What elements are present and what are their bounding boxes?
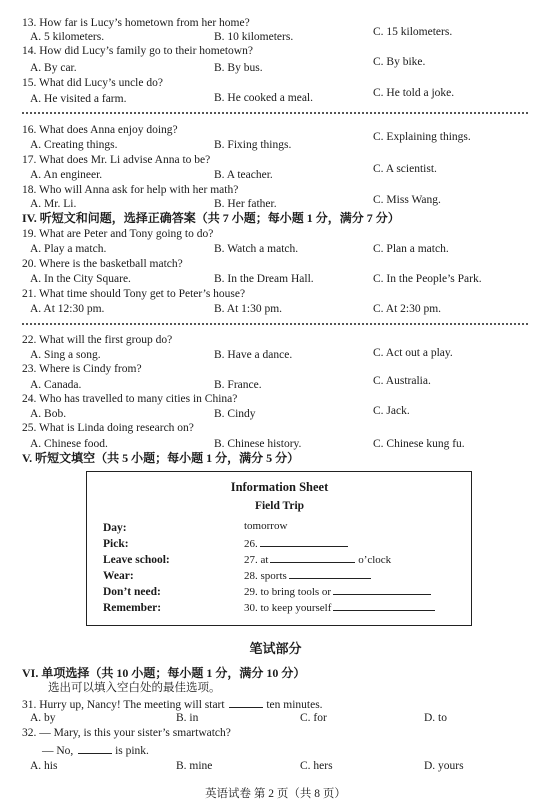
question-24: 24. Who has travelled to many cities in China?: [22, 393, 238, 405]
option-16a: A. Creating things.: [30, 139, 118, 151]
option-17a: A. An engineer.: [30, 169, 103, 181]
sheet-blank-27[interactable]: 27. at o’clock: [244, 554, 392, 566]
question-20: 20. Where is the basketball match?: [22, 258, 183, 270]
option-17c: C. A scientist.: [373, 163, 437, 175]
option-13b: B. 10 kilometers.: [214, 31, 294, 43]
option-16b: B. Fixing things.: [214, 139, 292, 151]
option-20c: C. In the People’s Park.: [373, 273, 482, 285]
written-part-title: 笔试部分: [249, 641, 302, 656]
question-13: 13. How far is Lucy’s hometown from her home?: [22, 17, 250, 29]
question-16: 16. What does Anna enjoy doing?: [22, 124, 178, 136]
sheet-label-leave-school: Leave school:: [103, 554, 170, 566]
option-19c: C. Plan a match.: [373, 243, 449, 255]
option-23b: B. France.: [214, 379, 262, 391]
sheet-title: Information Sheet: [230, 480, 329, 494]
question-19: 19. What are Peter and Tony going to do?: [22, 228, 214, 240]
option-22a: A. Sing a song.: [30, 349, 101, 361]
dotted-divider: [22, 112, 528, 114]
sheet-label-remember: Remember:: [103, 602, 162, 614]
dotted-divider: [22, 323, 528, 325]
option-19a: A. Play a match.: [30, 243, 107, 255]
question-14: 14. How did Lucy’s family go to their hometown?: [22, 45, 253, 57]
option-25c: C. Chinese kung fu.: [373, 438, 465, 450]
option-22c: C. Act out a play.: [373, 347, 453, 359]
question-25: 25. What is Linda doing research on?: [22, 422, 194, 434]
option-21a: A. At 12:30 pm.: [30, 303, 105, 315]
sheet-label-pick: Pick:: [103, 538, 129, 550]
question-31: 31. Hurry up, Nancy! The meeting will start ten minutes.: [22, 699, 323, 711]
option-31d: D. to: [424, 712, 447, 724]
option-18c: C. Miss Wang.: [373, 194, 441, 206]
option-31c: C. for: [300, 712, 327, 724]
question-32-reply: — No, is pink.: [42, 745, 149, 757]
option-24a: A. Bob.: [30, 408, 67, 420]
sheet-label-dont-need: Don’t need:: [103, 586, 161, 598]
option-25a: A. Chinese food.: [30, 438, 108, 450]
sheet-blank-30[interactable]: 30. to keep yourself: [244, 600, 435, 615]
option-22b: B. Have a dance.: [214, 349, 293, 361]
section-5-heading: V. 听短文填空（共 5 小题；每小题 1 分，满分 5 分）: [22, 451, 300, 465]
sheet-blank-29[interactable]: 29. to bring tools or: [244, 584, 431, 599]
option-32d: D. yours: [424, 760, 464, 772]
option-32b: B. mine: [176, 760, 213, 772]
option-14a: A. By car.: [30, 62, 77, 74]
option-13a: A. 5 kilometers.: [30, 31, 105, 43]
sheet-label-day: Day:: [103, 522, 127, 534]
question-21: 21. What time should Tony get to Peter’s house?: [22, 288, 246, 300]
option-15c: C. He told a joke.: [373, 87, 455, 99]
section-6-instruction: 选出可以填入空白处的最佳选项。: [48, 682, 221, 694]
option-31b: B. in: [176, 712, 199, 724]
question-17: 17. What does Mr. Li advise Anna to be?: [22, 154, 211, 166]
option-23c: C. Australia.: [373, 375, 431, 387]
option-15a: A. He visited a farm.: [30, 93, 127, 105]
blank-31[interactable]: [229, 697, 263, 708]
option-15b: B. He cooked a meal.: [214, 92, 313, 104]
option-19b: B. Watch a match.: [214, 243, 299, 255]
option-14b: B. By bus.: [214, 62, 263, 74]
sheet-subtitle: Field Trip: [254, 500, 305, 512]
option-21c: C. At 2:30 pm.: [373, 303, 442, 315]
option-18a: A. Mr. Li.: [30, 198, 77, 210]
question-23: 23. Where is Cindy from?: [22, 363, 142, 375]
question-32: 32. — Mary, is this your sister’s smartwatch?: [22, 727, 231, 739]
sheet-blank-28[interactable]: 28. sports: [244, 568, 371, 583]
option-23a: A. Canada.: [30, 379, 82, 391]
option-31a: A. by: [30, 712, 56, 724]
question-22: 22. What will the first group do?: [22, 334, 173, 346]
section-4-heading: IV. 听短文和问题，选择正确答案（共 7 小题；每小题 1 分，满分 7 分）: [22, 211, 400, 225]
option-32c: C. hers: [300, 760, 333, 772]
option-21b: B. At 1:30 pm.: [214, 303, 283, 315]
option-14c: C. By bike.: [373, 56, 426, 68]
section-6-heading: VI. 单项选择（共 10 小题；每小题 1 分，满分 10 分）: [22, 666, 306, 680]
option-32a: A. his: [30, 760, 58, 772]
option-17b: B. A teacher.: [214, 169, 273, 181]
option-20b: B. In the Dream Hall.: [214, 273, 314, 285]
option-24c: C. Jack.: [373, 405, 410, 417]
option-13c: C. 15 kilometers.: [373, 26, 453, 38]
option-18b: B. Her father.: [214, 198, 277, 210]
question-15: 15. What did Lucy’s uncle do?: [22, 77, 163, 89]
option-24b: B. Cindy: [214, 408, 256, 420]
sheet-value-day: tomorrow: [244, 520, 288, 532]
sheet-label-wear: Wear:: [103, 570, 134, 582]
page-footer: 英语试卷 第 2 页（共 8 页）: [205, 788, 346, 800]
blank-32[interactable]: [78, 743, 112, 754]
sheet-blank-26[interactable]: 26.: [244, 536, 348, 551]
option-25b: B. Chinese history.: [214, 438, 302, 450]
question-18: 18. Who will Anna ask for help with her math?: [22, 184, 239, 196]
option-20a: A. In the City Square.: [30, 273, 131, 285]
option-16c: C. Explaining things.: [373, 131, 471, 143]
